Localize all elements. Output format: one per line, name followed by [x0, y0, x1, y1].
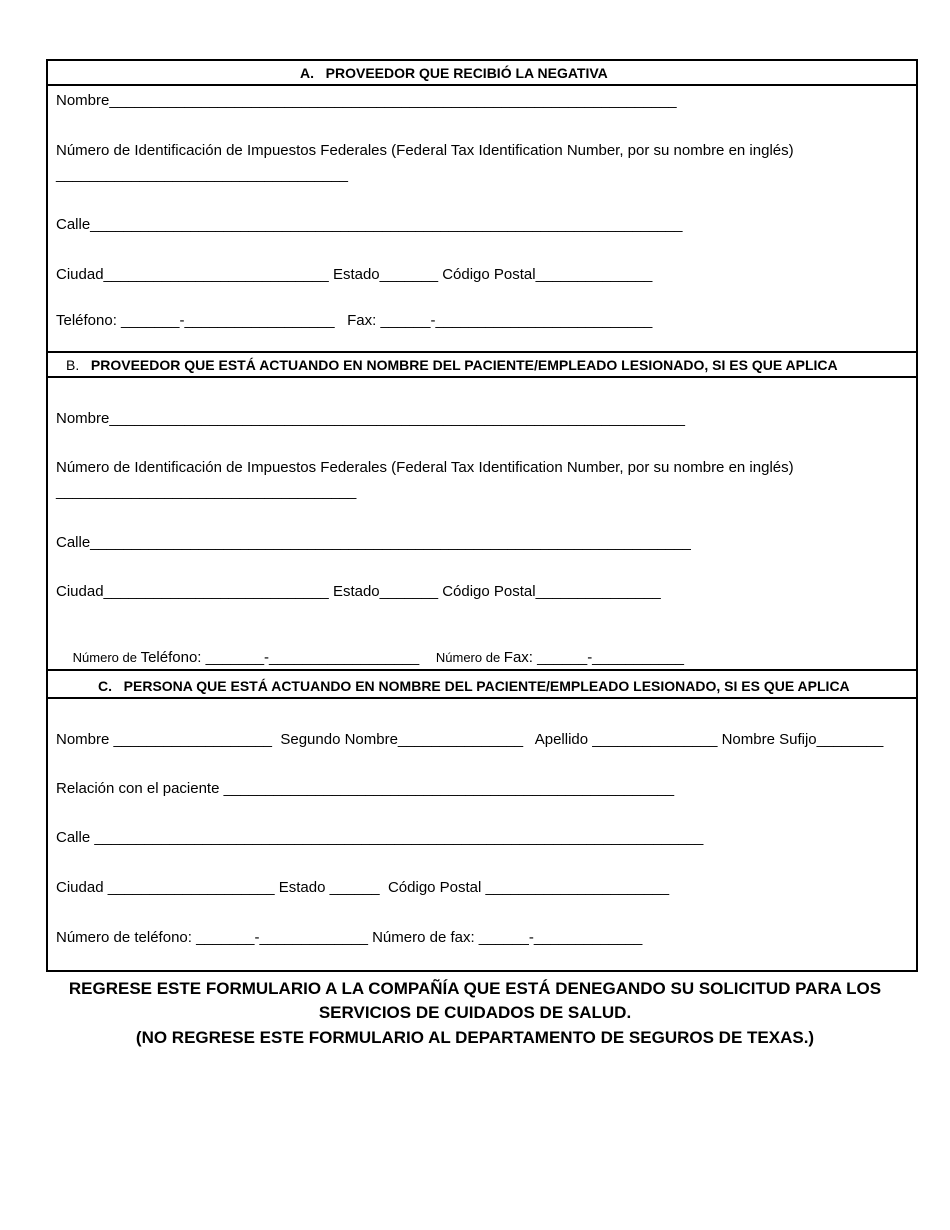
section-b-letter: B. — [66, 357, 80, 373]
section-a-tax-id-field[interactable]: ___________________________________ — [56, 166, 348, 183]
section-b-nombre-field[interactable]: Nombre_____________________________________________________________________ — [56, 410, 685, 427]
section-a-nombre-field[interactable]: Nombre____________________________________________________________________ — [56, 92, 677, 109]
section-b-fax-field[interactable]: Fax: ______-___________ — [503, 649, 684, 666]
section-b-title: PROVEEDOR QUE ESTÁ ACTUANDO EN NOMBRE DEL PACIENTE/EMPLEADO LESIONADO, SI ES QUE APLICA — [90, 357, 838, 373]
section-b-tax-id-label: Número de Identificación de Impuestos Federales (Federal Tax Identification Number, por su nombre en inglés) — [56, 459, 794, 476]
section-c-relacion-field[interactable]: Relación con el paciente ______________________________________________________ — [56, 780, 675, 797]
section-b-header — [66, 355, 916, 375]
footer-line-2: SERVICIOS DE CUIDADOS DE SALUD. — [318, 1003, 632, 1022]
form-box — [46, 59, 918, 972]
section-a-telefono-field[interactable]: Teléfono: _______-__________________ Fax: ______-__________________________ — [56, 312, 653, 329]
section-a-title: PROVEEDOR QUE RECIBIÓ LA NEGATIVA — [325, 65, 608, 81]
section-a-divider — [48, 84, 916, 86]
section-c-telefono-field[interactable]: Número de teléfono: _______-_____________ Número de fax: ______-_____________ — [56, 929, 643, 946]
section-b-divider — [48, 376, 916, 378]
section-a-tax-id-label: Número de Identificación de Impuestos Federales (Federal Tax Identification Number, por su nombre en inglés) — [56, 142, 794, 159]
section-c-header — [98, 676, 916, 696]
section-b-tax-id-field[interactable]: ____________________________________ — [56, 483, 357, 500]
section-c-divider — [48, 697, 916, 699]
section-b-calle-field[interactable]: Calle________________________________________________________________________ — [56, 534, 691, 551]
section-c-title: PERSONA QUE ESTÁ ACTUANDO EN NOMBRE DEL PACIENTE/EMPLEADO LESIONADO, SI ES QUE APLICA — [123, 678, 850, 694]
footer-line-3: (NO REGRESE ESTE FORMULARIO AL DEPARTAMENTO DE SEGUROS DE TEXAS.) — [135, 1028, 815, 1047]
section-c-nombres-field[interactable]: Nombre ___________________ Segundo Nombre_______________ Apellido _______________ Nombre Sufijo________ — [56, 731, 884, 748]
section-a-header — [300, 63, 916, 83]
section-b-fax-prefix: Número de — [435, 650, 504, 665]
section-b-telefono-field[interactable]: Teléfono: _______-__________________ — [140, 649, 420, 666]
section-a-letter: A. — [300, 65, 314, 81]
section-c-ciudad-field[interactable]: Ciudad ____________________ Estado ______ Código Postal ______________________ — [56, 879, 670, 896]
section-a-calle-field[interactable]: Calle_______________________________________________________________________ — [56, 216, 683, 233]
section-c-calle-field[interactable]: Calle _________________________________________________________________________ — [56, 829, 704, 846]
section-a-ciudad-field[interactable]: Ciudad___________________________ Estado_______ Código Postal______________ — [56, 266, 653, 283]
section-c-letter: C. — [98, 678, 112, 694]
section-c-top-divider — [48, 669, 916, 671]
section-b-top-divider — [48, 351, 916, 353]
footer-line-1: REGRESE ESTE FORMULARIO A LA COMPAÑÍA QUE ESTÁ DENEGANDO SU SOLICITUD PARA LOS — [68, 979, 882, 998]
section-b-ciudad-field[interactable]: Ciudad___________________________ Estado_______ Código Postal_______________ — [56, 583, 661, 600]
section-b-telefono-prefix: Número de — [72, 650, 141, 665]
